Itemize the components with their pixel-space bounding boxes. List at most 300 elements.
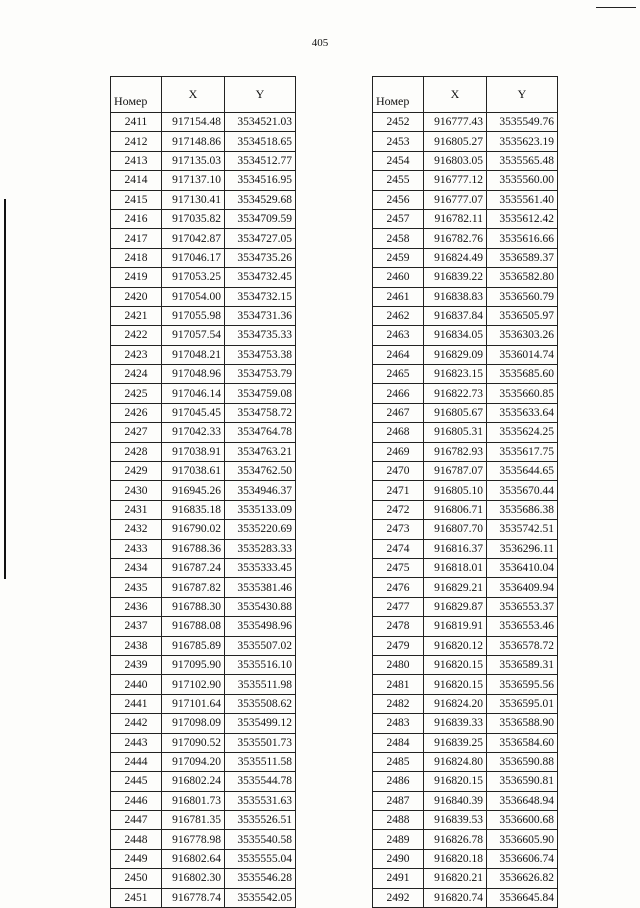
- cell-number: 2459: [373, 248, 424, 267]
- header-y: Y: [487, 77, 558, 113]
- cell-y: 3535555.04: [225, 849, 296, 868]
- cell-number: 2485: [373, 752, 424, 771]
- table-row: [111, 326, 296, 345]
- cell-x: 916826.78: [424, 830, 487, 849]
- cell-x: 917057.54: [162, 326, 225, 345]
- cell-y: 3534709.59: [225, 209, 296, 228]
- table-row: [111, 287, 296, 306]
- cell-x: 916839.25: [424, 733, 487, 752]
- cell-number: 2477: [373, 597, 424, 616]
- table-row: [373, 830, 558, 849]
- cell-x: 917046.17: [162, 248, 225, 267]
- cell-y: 3535561.40: [487, 190, 558, 209]
- cell-x: 916802.64: [162, 849, 225, 868]
- header-number: Номер: [111, 77, 162, 113]
- cell-y: 3535612.42: [487, 209, 558, 228]
- table-row: [373, 714, 558, 733]
- table-row: [373, 209, 558, 228]
- coordinates-table-right: [372, 76, 558, 908]
- cell-x: 917048.21: [162, 345, 225, 364]
- header-y: Y: [225, 77, 296, 113]
- cell-number: 2467: [373, 403, 424, 422]
- cell-number: 2452: [373, 113, 424, 132]
- table-row: [111, 345, 296, 364]
- cell-y: 3534727.05: [225, 229, 296, 248]
- cell-number: 2464: [373, 345, 424, 364]
- cell-number: 2489: [373, 830, 424, 849]
- cell-number: 2466: [373, 384, 424, 403]
- cell-number: 2484: [373, 733, 424, 752]
- cell-x: 916787.07: [424, 462, 487, 481]
- cell-y: 3536578.72: [487, 636, 558, 655]
- cell-x: 916837.84: [424, 306, 487, 325]
- cell-y: 3535283.33: [225, 539, 296, 558]
- cell-y: 3536505.97: [487, 306, 558, 325]
- header-number: Номер: [373, 77, 424, 113]
- table-row: [373, 539, 558, 558]
- table-row: [111, 423, 296, 442]
- cell-y: 3535685.60: [487, 365, 558, 384]
- table-row: [111, 849, 296, 868]
- cell-number: 2412: [111, 132, 162, 151]
- table-row: [111, 520, 296, 539]
- cell-x: 916777.07: [424, 190, 487, 209]
- cell-y: 3535565.48: [487, 151, 558, 170]
- cell-x: 917053.25: [162, 268, 225, 287]
- cell-x: 917035.82: [162, 209, 225, 228]
- table-row: [111, 539, 296, 558]
- cell-x: 917148.86: [162, 132, 225, 151]
- table-row: [111, 869, 296, 888]
- table-row: [111, 190, 296, 209]
- cell-number: 2425: [111, 384, 162, 403]
- cell-number: 2438: [111, 636, 162, 655]
- table-row: [111, 636, 296, 655]
- cell-y: 3534764.78: [225, 423, 296, 442]
- cell-y: 3534762.50: [225, 462, 296, 481]
- cell-y: 3534753.38: [225, 345, 296, 364]
- cell-y: 3536590.88: [487, 752, 558, 771]
- cell-number: 2445: [111, 772, 162, 791]
- cell-number: 2417: [111, 229, 162, 248]
- cell-x: 917038.61: [162, 462, 225, 481]
- table-row: [111, 811, 296, 830]
- cell-x: 916787.24: [162, 558, 225, 577]
- cell-x: 916785.89: [162, 636, 225, 655]
- cell-y: 3535542.05: [225, 888, 296, 907]
- table-row: [111, 442, 296, 461]
- table-row: [373, 229, 558, 248]
- cell-y: 3536553.46: [487, 617, 558, 636]
- cell-number: 2446: [111, 791, 162, 810]
- cell-x: 916805.10: [424, 481, 487, 500]
- cell-x: 916839.53: [424, 811, 487, 830]
- cell-number: 2474: [373, 539, 424, 558]
- table-header-row: [111, 77, 296, 113]
- table-row: [111, 248, 296, 267]
- cell-number: 2471: [373, 481, 424, 500]
- cell-y: 3535333.45: [225, 558, 296, 577]
- cell-x: 916788.36: [162, 539, 225, 558]
- table-row: [373, 791, 558, 810]
- cell-number: 2419: [111, 268, 162, 287]
- cell-number: 2479: [373, 636, 424, 655]
- cell-number: 2451: [111, 888, 162, 907]
- cell-y: 3534753.79: [225, 365, 296, 384]
- table-row: [373, 345, 558, 364]
- cell-y: 3535526.51: [225, 811, 296, 830]
- cell-x: 916819.91: [424, 617, 487, 636]
- cell-y: 3534521.03: [225, 113, 296, 132]
- cell-x: 916781.35: [162, 811, 225, 830]
- cell-y: 3535560.00: [487, 171, 558, 190]
- cell-y: 3534731.36: [225, 306, 296, 325]
- cell-y: 3535516.10: [225, 655, 296, 674]
- table-row: [111, 675, 296, 694]
- table-row: [111, 830, 296, 849]
- cell-number: 2418: [111, 248, 162, 267]
- table-row: [111, 306, 296, 325]
- cell-number: 2436: [111, 597, 162, 616]
- cell-number: 2441: [111, 694, 162, 713]
- cell-x: 916820.15: [424, 675, 487, 694]
- cell-number: 2483: [373, 714, 424, 733]
- table-row: [373, 500, 558, 519]
- cell-x: 916820.12: [424, 636, 487, 655]
- table-row: [111, 481, 296, 500]
- table-row: [373, 190, 558, 209]
- table-header-row: [373, 77, 558, 113]
- table-row: [111, 462, 296, 481]
- table-row: [111, 694, 296, 713]
- cell-y: 3535499.12: [225, 714, 296, 733]
- cell-y: 3534516.95: [225, 171, 296, 190]
- cell-x: 916945.26: [162, 481, 225, 500]
- cell-x: 916839.33: [424, 714, 487, 733]
- cell-number: 2482: [373, 694, 424, 713]
- table-row: [373, 326, 558, 345]
- table-row: [373, 151, 558, 170]
- table-row: [373, 520, 558, 539]
- cell-x: 916820.15: [424, 772, 487, 791]
- cell-y: 3535616.66: [487, 229, 558, 248]
- cell-x: 916782.93: [424, 442, 487, 461]
- table-row: [111, 752, 296, 771]
- table-row: [373, 248, 558, 267]
- cell-number: 2475: [373, 558, 424, 577]
- cell-x: 916820.21: [424, 869, 487, 888]
- cell-number: 2426: [111, 403, 162, 422]
- cell-x: 917095.90: [162, 655, 225, 674]
- table-row: [373, 403, 558, 422]
- cell-y: 3535617.75: [487, 442, 558, 461]
- cell-x: 916782.76: [424, 229, 487, 248]
- cell-number: 2468: [373, 423, 424, 442]
- cell-x: 916822.73: [424, 384, 487, 403]
- cell-y: 3535133.09: [225, 500, 296, 519]
- cell-number: 2443: [111, 733, 162, 752]
- cell-number: 2434: [111, 558, 162, 577]
- cell-x: 916788.08: [162, 617, 225, 636]
- table-row: [111, 617, 296, 636]
- cell-number: 2462: [373, 306, 424, 325]
- table-row: [373, 423, 558, 442]
- table-row: [111, 268, 296, 287]
- table-row: [373, 752, 558, 771]
- cell-x: 916802.24: [162, 772, 225, 791]
- table-row: [373, 268, 558, 287]
- cell-y: 3535511.98: [225, 675, 296, 694]
- cell-number: 2428: [111, 442, 162, 461]
- cell-x: 916829.87: [424, 597, 487, 616]
- cell-y: 3535549.76: [487, 113, 558, 132]
- table-row: [373, 694, 558, 713]
- cell-y: 3535430.88: [225, 597, 296, 616]
- cell-y: 3535511.58: [225, 752, 296, 771]
- table-row: [373, 113, 558, 132]
- cell-y: 3535531.63: [225, 791, 296, 810]
- cell-x: 916829.21: [424, 578, 487, 597]
- cell-y: 3535644.65: [487, 462, 558, 481]
- cell-number: 2411: [111, 113, 162, 132]
- cell-x: 916824.80: [424, 752, 487, 771]
- cell-y: 3534518.65: [225, 132, 296, 151]
- table-row: [111, 365, 296, 384]
- cell-y: 3535220.69: [225, 520, 296, 539]
- cell-x: 916778.98: [162, 830, 225, 849]
- cell-number: 2444: [111, 752, 162, 771]
- cell-x: 917101.64: [162, 694, 225, 713]
- cell-number: 2486: [373, 772, 424, 791]
- cell-number: 2455: [373, 171, 424, 190]
- cell-number: 2449: [111, 849, 162, 868]
- table-row: [373, 481, 558, 500]
- cell-number: 2481: [373, 675, 424, 694]
- cell-y: 3536590.81: [487, 772, 558, 791]
- cell-x: 917042.87: [162, 229, 225, 248]
- binding-margin-bar: [4, 199, 6, 579]
- cell-x: 917055.98: [162, 306, 225, 325]
- cell-y: 3534758.72: [225, 403, 296, 422]
- cell-x: 917137.10: [162, 171, 225, 190]
- cell-y: 3535544.78: [225, 772, 296, 791]
- table-row: [373, 869, 558, 888]
- cell-y: 3536553.37: [487, 597, 558, 616]
- table-body-left: [111, 113, 296, 908]
- cell-x: 916790.02: [162, 520, 225, 539]
- cell-number: 2420: [111, 287, 162, 306]
- cell-x: 916802.30: [162, 869, 225, 888]
- cell-number: 2416: [111, 209, 162, 228]
- table-row: [373, 772, 558, 791]
- cell-x: 917054.00: [162, 287, 225, 306]
- table-row: [111, 132, 296, 151]
- table-row: [373, 655, 558, 674]
- cell-y: 3535507.02: [225, 636, 296, 655]
- cell-x: 916829.09: [424, 345, 487, 364]
- cell-x: 916834.05: [424, 326, 487, 345]
- table-row: [373, 675, 558, 694]
- table-row: [111, 229, 296, 248]
- cell-y: 3535381.46: [225, 578, 296, 597]
- table-row: [111, 171, 296, 190]
- cell-y: 3536600.68: [487, 811, 558, 830]
- cell-number: 2433: [111, 539, 162, 558]
- cell-y: 3536584.60: [487, 733, 558, 752]
- cell-x: 917102.90: [162, 675, 225, 694]
- cell-number: 2461: [373, 287, 424, 306]
- table-row: [373, 617, 558, 636]
- cell-number: 2458: [373, 229, 424, 248]
- cell-x: 917094.20: [162, 752, 225, 771]
- table-row: [111, 151, 296, 170]
- cell-number: 2448: [111, 830, 162, 849]
- cell-y: 3536626.82: [487, 869, 558, 888]
- cell-number: 2478: [373, 617, 424, 636]
- cell-x: 916782.11: [424, 209, 487, 228]
- cell-y: 3534763.21: [225, 442, 296, 461]
- table-row: [111, 791, 296, 810]
- cell-y: 3535508.62: [225, 694, 296, 713]
- cell-x: 917042.33: [162, 423, 225, 442]
- cell-number: 2424: [111, 365, 162, 384]
- cell-x: 916805.67: [424, 403, 487, 422]
- cell-x: 916824.20: [424, 694, 487, 713]
- cell-y: 3536605.90: [487, 830, 558, 849]
- table-row: [373, 306, 558, 325]
- cell-number: 2442: [111, 714, 162, 733]
- cell-number: 2476: [373, 578, 424, 597]
- cell-x: 916806.71: [424, 500, 487, 519]
- table-row: [111, 733, 296, 752]
- table-row: [111, 772, 296, 791]
- cell-x: 917045.45: [162, 403, 225, 422]
- table-row: [111, 500, 296, 519]
- cell-number: 2439: [111, 655, 162, 674]
- cell-x: 916820.18: [424, 849, 487, 868]
- cell-y: 3534732.45: [225, 268, 296, 287]
- cell-x: 916807.70: [424, 520, 487, 539]
- cell-x: 916835.18: [162, 500, 225, 519]
- cell-x: 917130.41: [162, 190, 225, 209]
- table-row: [111, 113, 296, 132]
- cell-y: 3535624.25: [487, 423, 558, 442]
- cell-y: 3536606.74: [487, 849, 558, 868]
- table-row: [111, 209, 296, 228]
- cell-x: 917090.52: [162, 733, 225, 752]
- cell-y: 3536409.94: [487, 578, 558, 597]
- cell-y: 3536560.79: [487, 287, 558, 306]
- cell-x: 916805.27: [424, 132, 487, 151]
- header-x: X: [162, 77, 225, 113]
- cell-number: 2472: [373, 500, 424, 519]
- cell-number: 2488: [373, 811, 424, 830]
- cell-x: 917048.96: [162, 365, 225, 384]
- cell-number: 2431: [111, 500, 162, 519]
- table-row: [373, 636, 558, 655]
- table-row: [373, 849, 558, 868]
- cell-x: 916820.15: [424, 655, 487, 674]
- table-row: [373, 132, 558, 151]
- cell-x: 916840.39: [424, 791, 487, 810]
- cell-x: 916787.82: [162, 578, 225, 597]
- table-row: [373, 811, 558, 830]
- cell-number: 2421: [111, 306, 162, 325]
- table-row: [111, 578, 296, 597]
- cell-x: 917154.48: [162, 113, 225, 132]
- cell-y: 3536588.90: [487, 714, 558, 733]
- cell-x: 916801.73: [162, 791, 225, 810]
- page-number: 405: [311, 37, 329, 49]
- cell-y: 3535540.58: [225, 830, 296, 849]
- table-row: [373, 365, 558, 384]
- table-row: [111, 714, 296, 733]
- cell-number: 2435: [111, 578, 162, 597]
- cell-x: 916818.01: [424, 558, 487, 577]
- cell-y: 3536595.56: [487, 675, 558, 694]
- table-row: [373, 597, 558, 616]
- cell-x: 916823.15: [424, 365, 487, 384]
- table-body-right: [373, 113, 558, 908]
- table-row: [373, 384, 558, 403]
- cell-y: 3535546.28: [225, 869, 296, 888]
- cell-y: 3536648.94: [487, 791, 558, 810]
- coordinates-table-left: [110, 76, 296, 908]
- cell-y: 3535501.73: [225, 733, 296, 752]
- cell-number: 2492: [373, 888, 424, 907]
- table-row: [111, 384, 296, 403]
- cell-y: 3535498.96: [225, 617, 296, 636]
- cell-y: 3534732.15: [225, 287, 296, 306]
- cell-number: 2430: [111, 481, 162, 500]
- table-row: [373, 578, 558, 597]
- cell-number: 2423: [111, 345, 162, 364]
- cell-x: 917098.09: [162, 714, 225, 733]
- cell-x: 916788.30: [162, 597, 225, 616]
- cell-y: 3534735.26: [225, 248, 296, 267]
- cell-number: 2469: [373, 442, 424, 461]
- cell-number: 2473: [373, 520, 424, 539]
- cell-x: 916824.49: [424, 248, 487, 267]
- cell-number: 2457: [373, 209, 424, 228]
- cell-number: 2432: [111, 520, 162, 539]
- cell-number: 2490: [373, 849, 424, 868]
- table-row: [111, 655, 296, 674]
- cell-x: 916839.22: [424, 268, 487, 287]
- table-row: [373, 558, 558, 577]
- table-row: [111, 597, 296, 616]
- table-row: [111, 403, 296, 422]
- cell-number: 2440: [111, 675, 162, 694]
- cell-number: 2429: [111, 462, 162, 481]
- cell-y: 3536645.84: [487, 888, 558, 907]
- cell-number: 2413: [111, 151, 162, 170]
- table-row: [373, 171, 558, 190]
- table-row: [373, 442, 558, 461]
- cell-y: 3535623.19: [487, 132, 558, 151]
- cell-x: 917046.14: [162, 384, 225, 403]
- table-row: [373, 733, 558, 752]
- cell-x: 916777.12: [424, 171, 487, 190]
- cell-y: 3534946.37: [225, 481, 296, 500]
- cell-x: 916805.31: [424, 423, 487, 442]
- table-row: [373, 462, 558, 481]
- cell-x: 916838.83: [424, 287, 487, 306]
- cell-number: 2480: [373, 655, 424, 674]
- cell-y: 3534759.08: [225, 384, 296, 403]
- cell-y: 3534529.68: [225, 190, 296, 209]
- cell-number: 2465: [373, 365, 424, 384]
